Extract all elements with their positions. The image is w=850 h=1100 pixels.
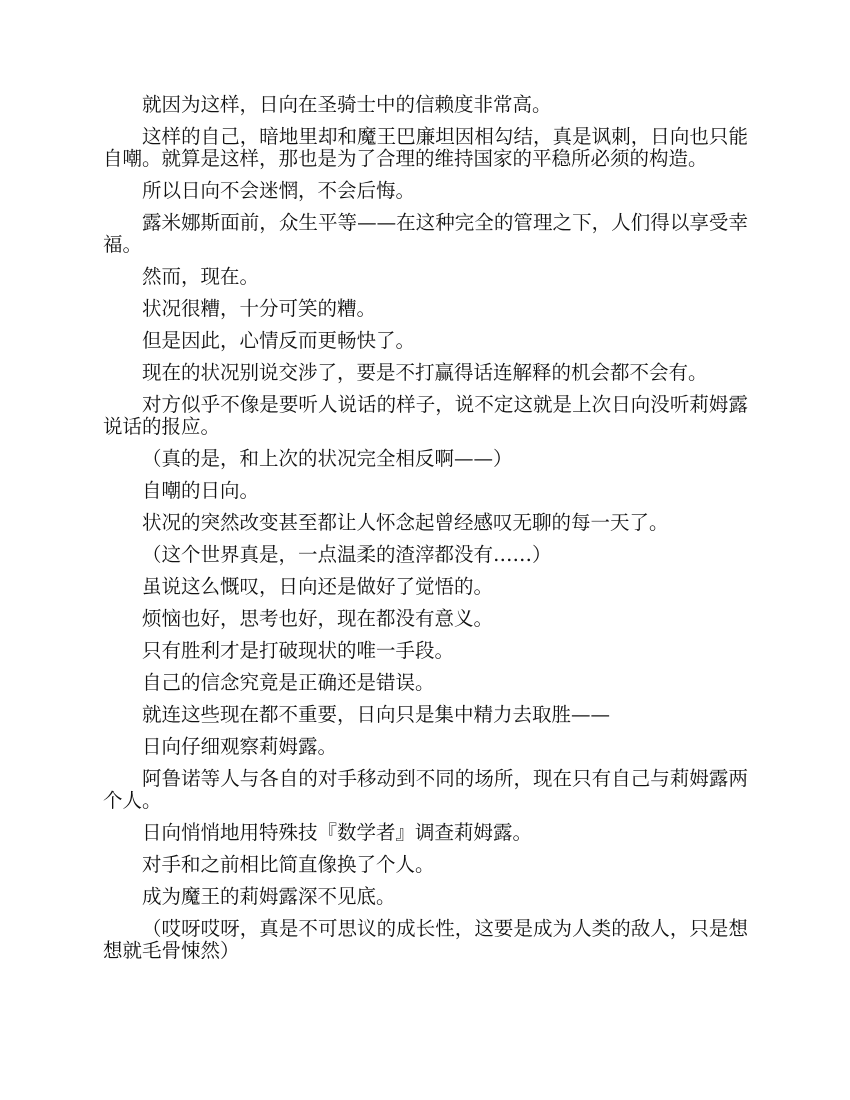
paragraph: （真的是，和上次的状况完全相反啊——）: [142, 447, 513, 470]
paragraph: 只有胜利才是打破现状的唯一手段。: [142, 639, 455, 662]
paragraph: 日向悄悄地用特殊技『数学者』调查莉姆露。: [142, 821, 533, 844]
paragraph: 对方似乎不像是要听人说话的样子，说不定这就是上次日向没听莉姆露说话的报应。: [103, 393, 748, 438]
paragraph: 现在的状况别说交涉了，要是不打赢得话连解释的机会都不会有。: [142, 361, 708, 384]
paragraph: 所以日向不会迷惘，不会后悔。: [142, 179, 416, 202]
paragraph: 然而，现在。: [142, 265, 260, 288]
paragraph: 成为魔王的莉姆露深不见底。: [142, 885, 396, 908]
paragraph: 自己的信念究竟是正确还是错误。: [142, 671, 435, 694]
paragraph: （这个世界真是，一点温柔的渣滓都没有……）: [142, 543, 552, 566]
paragraph: 这样的自己，暗地里却和魔王巴廉坦因相勾结，真是讽刺，日向也只能自嘲。就算是这样，那也是为了合理的维持国家的平稳所必须的构造。: [103, 125, 748, 170]
document-page: [103, 94, 748, 972]
paragraph: 露米娜斯面前，众生平等——在这种完全的管理之下，人们得以享受幸福。: [103, 211, 748, 256]
paragraph: 状况很糟，十分可笑的糟。: [142, 297, 377, 320]
paragraph: 但是因此，心情反而更畅快了。: [142, 329, 416, 352]
paragraph: 就连这些现在都不重要，日向只是集中精力去取胜——: [142, 703, 611, 726]
paragraph: 自嘲的日向。: [142, 479, 260, 502]
paragraph: 就因为这样，日向在圣骑士中的信赖度非常高。: [142, 93, 552, 116]
paragraph: 烦恼也好，思考也好，现在都没有意义。: [142, 607, 494, 630]
paragraph: 日向仔细观察莉姆露。: [142, 735, 338, 758]
paragraph: （哎呀哎呀，真是不可思议的成长性，这要是成为人类的敌人，只是想想就毛骨悚然）: [103, 917, 748, 962]
paragraph: 阿鲁诺等人与各自的对手移动到不同的场所，现在只有自己与莉姆露两个人。: [103, 767, 748, 812]
paragraph: 状况的突然改变甚至都让人怀念起曾经感叹无聊的每一天了。: [142, 511, 669, 534]
paragraph: 对手和之前相比简直像换了个人。: [142, 853, 435, 876]
paragraph: 虽说这么慨叹，日向还是做好了觉悟的。: [142, 575, 494, 598]
